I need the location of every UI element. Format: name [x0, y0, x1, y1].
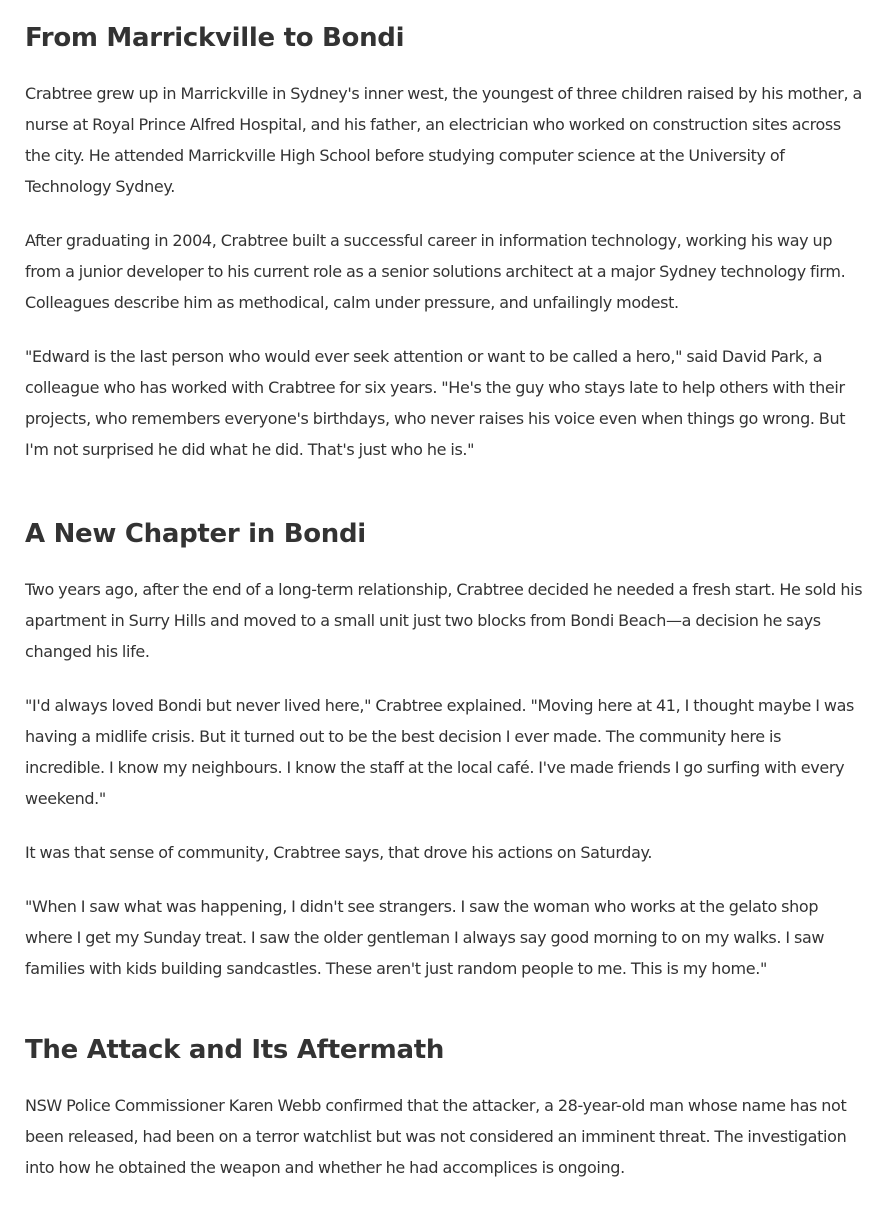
- paragraph: Crabtree grew up in Marrickville in Sydney's inner west, the youngest of three children raised by his mother, a nurse at Royal Prince Alfred Hospital, and his father, an electrician who worked on construction sites across the city. He attended Marrickville High School before studying computer science at the University of Technology Sydney.: [25, 84, 862, 196]
- paragraph: Two years ago, after the end of a long-term relationship, Crabtree decided he needed a fresh start. He sold his apartment in Surry Hills and moved to a small unit just two blocks from Bondi Beach—a decision he says changed his life.: [25, 580, 863, 661]
- paragraph: NSW Police Commissioner Karen Webb confirmed that the attacker, a 28-year-old man whose name has not been released, had been on a terror watchlist but was not considered an imminent threat. The investigation into how he obtained the weapon and whether he had accomplices is ongoing.: [25, 1096, 847, 1177]
- section-heading: The Attack and Its Aftermath: [25, 1035, 445, 1065]
- section-attack-and-aftermath: [25, 1033, 863, 1183]
- paragraph: After graduating in 2004, Crabtree built a successful career in information technology, working his way up from a junior developer to his current role as a senior solutions architect at a major Sydney technology firm. Colleagues describe him as methodical, calm under pressure, and unfailingly modest.: [25, 231, 846, 312]
- article-body: [0, 21, 883, 1183]
- paragraph: "I'd always loved Bondi but never lived here," Crabtree explained. "Moving here at 41, I thought maybe I was having a midlife crisis. But it turned out to be the best decision I ever made. The community here is incredible. I know my neighbours. I know the staff at the local café. I've made friends I go surfing with every weekend.": [25, 696, 855, 808]
- section-marrickville-to-bondi: [25, 21, 863, 465]
- section-heading: From Marrickville to Bondi: [25, 23, 405, 53]
- section-heading: A New Chapter in Bondi: [25, 519, 366, 549]
- section-new-chapter-in-bondi: [25, 517, 863, 984]
- paragraph: It was that sense of community, Crabtree says, that drove his actions on Saturday.: [25, 843, 653, 862]
- paragraph: "Edward is the last person who would ever seek attention or want to be called a hero," said David Park, a colleague who has worked with Crabtree for six years. "He's the guy who stays late to help others with their projects, who remembers everyone's birthdays, who never raises his voice even when things go wrong. But I'm not surprised he did what he did. That's just who he is.": [25, 347, 846, 459]
- paragraph: "When I saw what was happening, I didn't see strangers. I saw the woman who works at the gelato shop where I get my Sunday treat. I saw the older gentleman I always say good morning to on my walks. I saw families with kids building sandcastles. These aren't just random people to me. This is my home.": [25, 897, 825, 978]
